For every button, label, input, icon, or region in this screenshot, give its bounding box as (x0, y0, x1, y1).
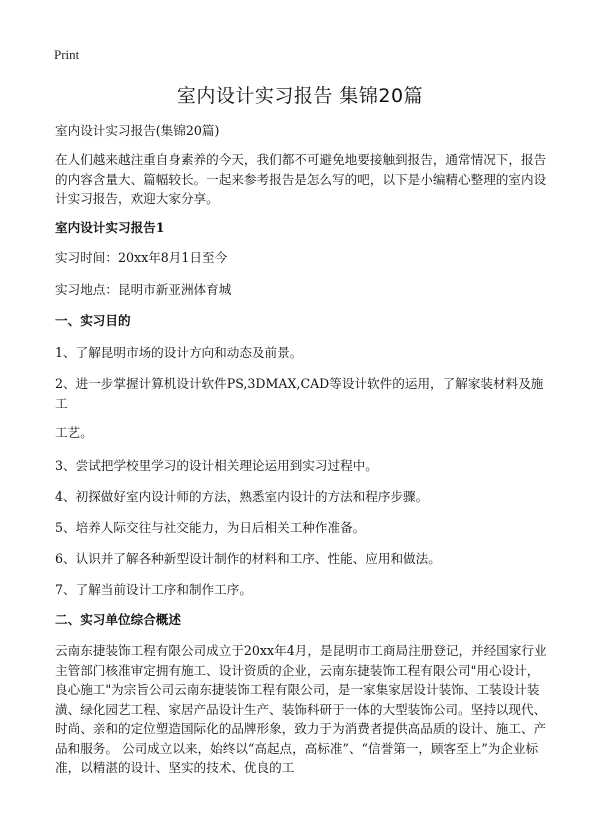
list-item: 3、尝试把学校里学习的设计相关理论运用到实习过程中。 (55, 458, 378, 473)
document-subtitle: 室内设计实习报告(集锦20篇) (55, 123, 220, 138)
intro-paragraph: 在人们越来越注重自身素养的今天，我们都不可避免地要接触到报告，通常情况下，报告的内容含量大、篇幅较长。一起来参考报告是怎么写的吧，以下是小编精心整理的室内设计实习报告，欢迎大家分享。 (55, 152, 547, 206)
page-title: 室内设计实习报告 集锦20篇 (176, 85, 424, 107)
list-item: 6、认识并了解各种新型设计制作的材料和工序、性能、应用和做法。 (55, 551, 441, 566)
list-item: 5、培养人际交往与社交能力，为日后相关工种作准备。 (55, 520, 366, 535)
list-item: 1、了解昆明市场的设计方向和动态及前景。 (55, 345, 303, 360)
section-heading-purpose: 一、实习目的 (55, 313, 131, 328)
list-item: 4、初探做好室内设计师的方法，熟悉室内设计的方法和程序步骤。 (55, 489, 429, 504)
internship-time: 实习时间：20xx年8月1日至今 (55, 250, 228, 265)
print-link[interactable]: Print (54, 47, 80, 62)
company-paragraph: 云南东捷装饰工程有限公司成立于20xx年4月，是昆明市工商局注册登记，并经国家行业主管部门核准审定拥有施工、设计资质的企业，云南东捷装饰工程有限公司"用心设计，良心施工"为宗旨公司云南东捷装饰工程有限公司，是一家集家居设计装饰、工装设计装潢、绿化园艺工程、家居产品设计生产、装饰科研于一体的大型装饰公司。坚持以现代、时尚、亲和的定位塑造国际化的品牌形象，致力于为消费者提供高品质的设计、施工、产品和服务。 公司成立以来，始终以“高起点，高标准”、“信誉第一，顾客至上”为企业标准，以精湛的设计、坚实的技术、优良的工 (55, 643, 547, 775)
list-item: 工艺。 (55, 425, 93, 440)
section-heading-company: 二、实习单位综合概述 (55, 612, 181, 627)
list-item: 7、了解当前设计工序和制作工序。 (55, 582, 252, 597)
internship-place: 实习地点：昆明市新亚洲体育城 (55, 282, 232, 297)
report-heading: 室内设计实习报告1 (55, 220, 165, 235)
list-item: 2、进一步掌握计算机设计软件PS,3DMAX,CAD等设计软件的运用，了解家装材料及施工 (55, 376, 544, 411)
